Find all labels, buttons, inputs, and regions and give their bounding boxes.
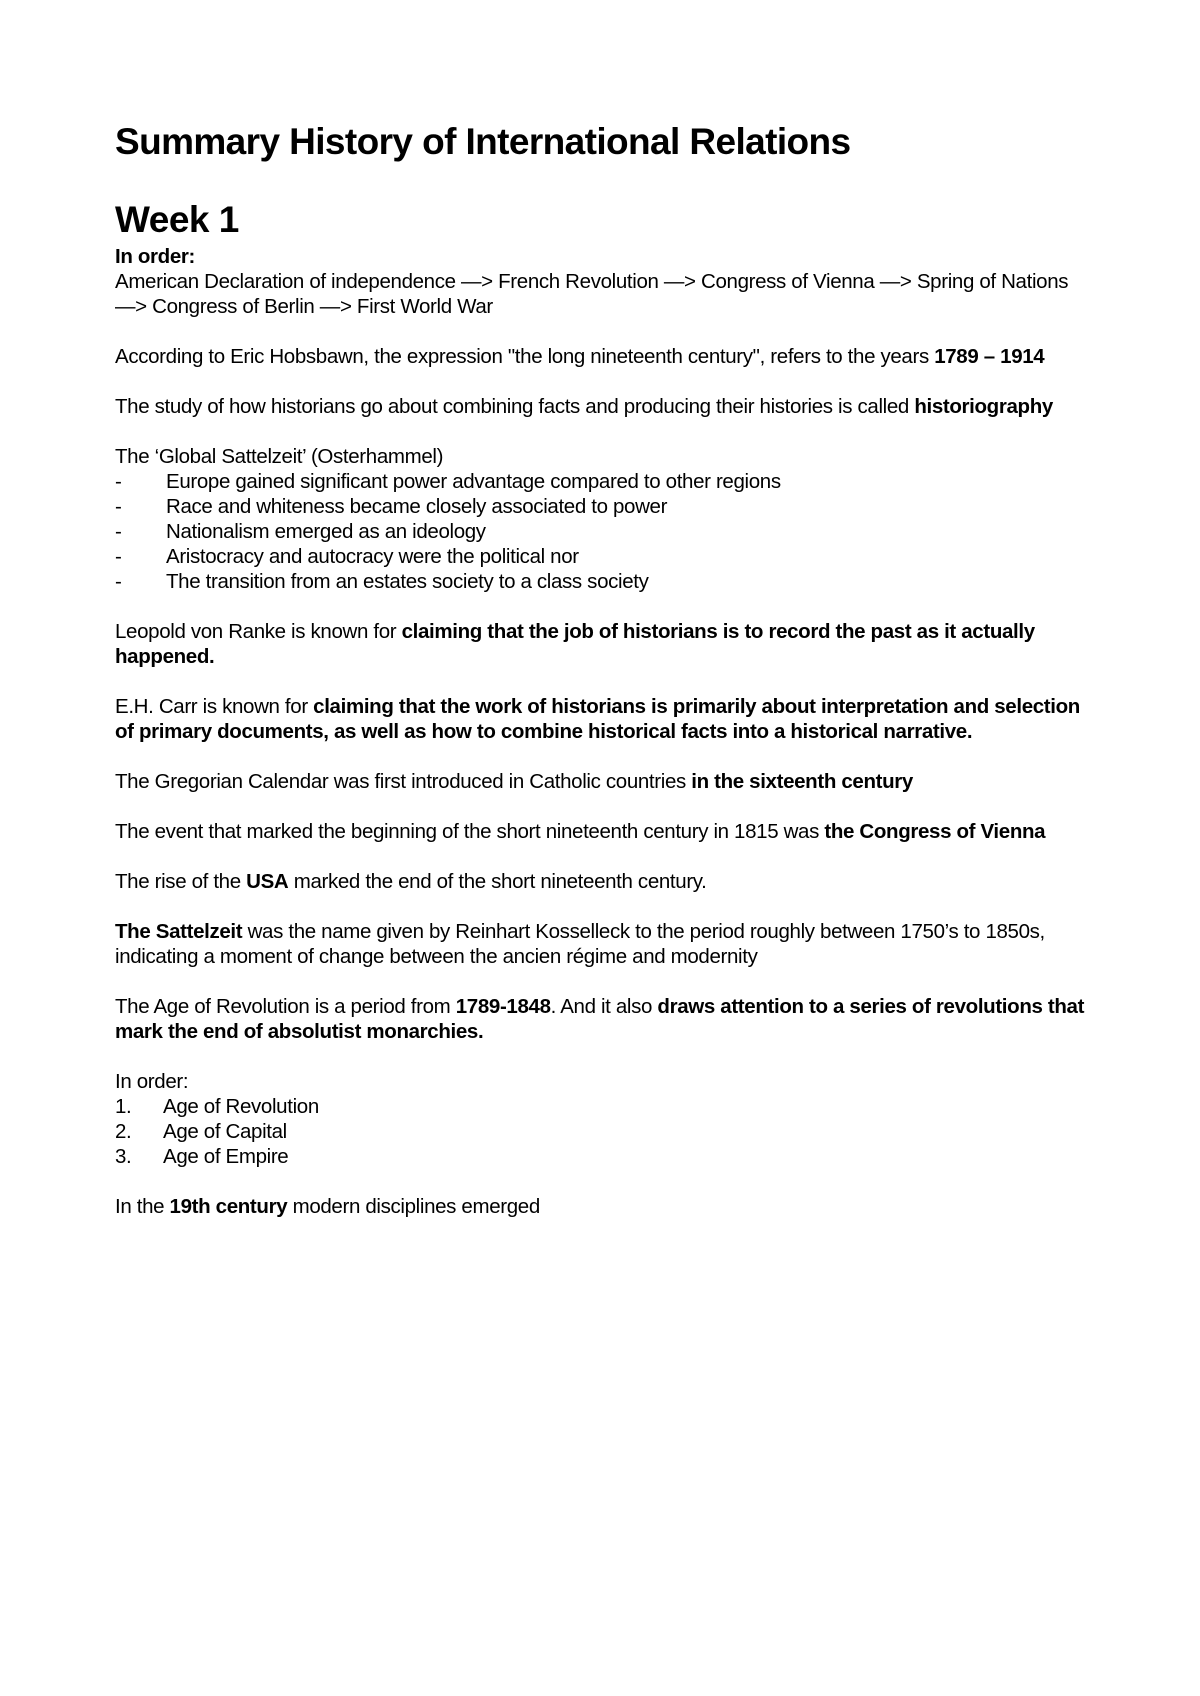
global-sattelzeit-list	[115, 469, 1090, 594]
week-heading: Week 1	[115, 199, 239, 240]
order-label-2: In order:	[115, 1070, 189, 1093]
age-of-revolution-paragraph: The Age of Revolution is a period from 1789-1848. And it also draws attention to a series of revolutions that mark the end of absolutist monarchies.	[115, 995, 1085, 1043]
sattelzeit-paragraph: The Sattelzeit was the name given by Reinhart Kosselleck to the period roughly between 1750’s to 1850s, indicating a moment of change between the ancien régime and modernity	[115, 920, 1045, 968]
list-item: 2. Age of Capital	[115, 1120, 287, 1143]
global-sattelzeit-heading: The ‘Global Sattelzeit’ (Osterhammel)	[115, 445, 444, 468]
document-title: Summary History of International Relations	[115, 121, 851, 162]
list-item: 1. Age of Revolution	[115, 1095, 319, 1118]
order-label: In order:	[115, 245, 195, 268]
list-item: - The transition from an estates society to a class society	[115, 570, 649, 593]
list-item: 3. Age of Empire	[115, 1145, 289, 1168]
carr-paragraph: E.H. Carr is known for claiming that the work of historians is primarily about interpretation and selection of primary documents, as well as how to combine historical facts into a historical narrative.	[115, 695, 1080, 743]
document-body	[115, 244, 1090, 1219]
ranke-paragraph: Leopold von Ranke is known for claiming that the job of historians is to record the past as it actually happened.	[115, 620, 1035, 668]
list-item: - Nationalism emerged as an ideology	[115, 520, 486, 543]
historiography-paragraph: The study of how historians go about combining facts and producing their histories is called historiography	[115, 395, 1053, 418]
list-item: - Race and whiteness became closely associated to power	[115, 495, 668, 518]
order-sequence: American Declaration of independence —> French Revolution —> Congress of Vienna —> Spring of Nations —> Congress of Berlin —> First World War	[115, 270, 1069, 318]
short-century-paragraph: The event that marked the beginning of the short nineteenth century in 1815 was the Congress of Vienna	[115, 820, 1046, 843]
ages-list	[115, 1094, 1090, 1169]
list-item: - Europe gained significant power advantage compared to other regions	[115, 470, 781, 493]
list-item: - Aristocracy and autocracy were the political nor	[115, 545, 579, 568]
disciplines-paragraph: In the 19th century modern disciplines emerged	[115, 1195, 540, 1218]
usa-paragraph: The rise of the USA marked the end of the short nineteenth century.	[115, 870, 707, 893]
gregorian-paragraph: The Gregorian Calendar was first introduced in Catholic countries in the sixteenth century	[115, 770, 913, 793]
hobsbawm-paragraph: According to Eric Hobsbawn, the expression "the long nineteenth century", refers to the years 1789 – 1914	[115, 345, 1045, 368]
